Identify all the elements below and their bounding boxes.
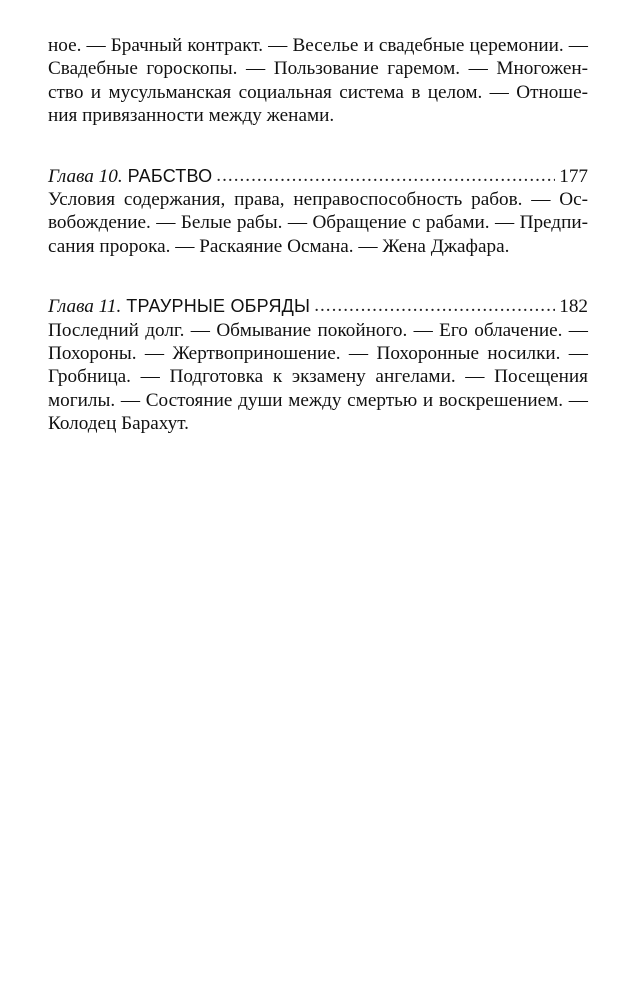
- dot-leader: [314, 294, 555, 317]
- table-of-contents: [48, 34, 588, 436]
- intro-continuation: [48, 34, 588, 128]
- text-line: Условия содержания, права, неправоспособность рабов. — Ос-: [48, 189, 588, 211]
- text-line: Последний долг. — Обмывание покойного. — Его облачение. —: [48, 319, 588, 341]
- chapter-title: РАБСТВО: [127, 165, 213, 186]
- text-line: ния привязанности между женами.: [48, 105, 335, 127]
- chapter-title: ТРАУРНЫЕ ОБРЯДЫ: [126, 296, 311, 317]
- text-line: Свадебные гороскопы. — Пользование гаремом. — Многожен-: [48, 58, 588, 80]
- chapter-11-entry: [48, 295, 588, 435]
- page-number: 177: [559, 165, 588, 187]
- chapter-heading: [48, 165, 588, 188]
- chapter-label: Глава 10.: [48, 165, 123, 187]
- text-line: Гробница. — Подготовка к экзамену ангелами. — Посещения: [48, 366, 588, 388]
- page-number: 182: [559, 296, 588, 318]
- text-line: сания пророка. — Раскаяние Османа. — Жена Джафара.: [48, 235, 510, 257]
- text-line: ство и мусульманская социальная система в целом. — Отноше-: [48, 81, 588, 103]
- chapter-heading: [48, 295, 588, 318]
- dot-leader: [216, 164, 555, 187]
- text-line: Колодец Барахут.: [48, 413, 189, 435]
- text-line: могилы. — Состояние души между смертью и воскрешением. —: [48, 389, 588, 411]
- text-line: ное. — Брачный контракт. — Веселье и свадебные церемонии. —: [48, 35, 588, 56]
- chapter-label: Глава 11.: [48, 296, 122, 318]
- text-line: вобождение. — Белые рабы. — Обращение с рабами. — Предпи-: [48, 212, 588, 234]
- chapter-10-entry: [48, 165, 588, 259]
- text-line: Похороны. — Жертвоприношение. — Похоронные носилки. —: [48, 343, 588, 365]
